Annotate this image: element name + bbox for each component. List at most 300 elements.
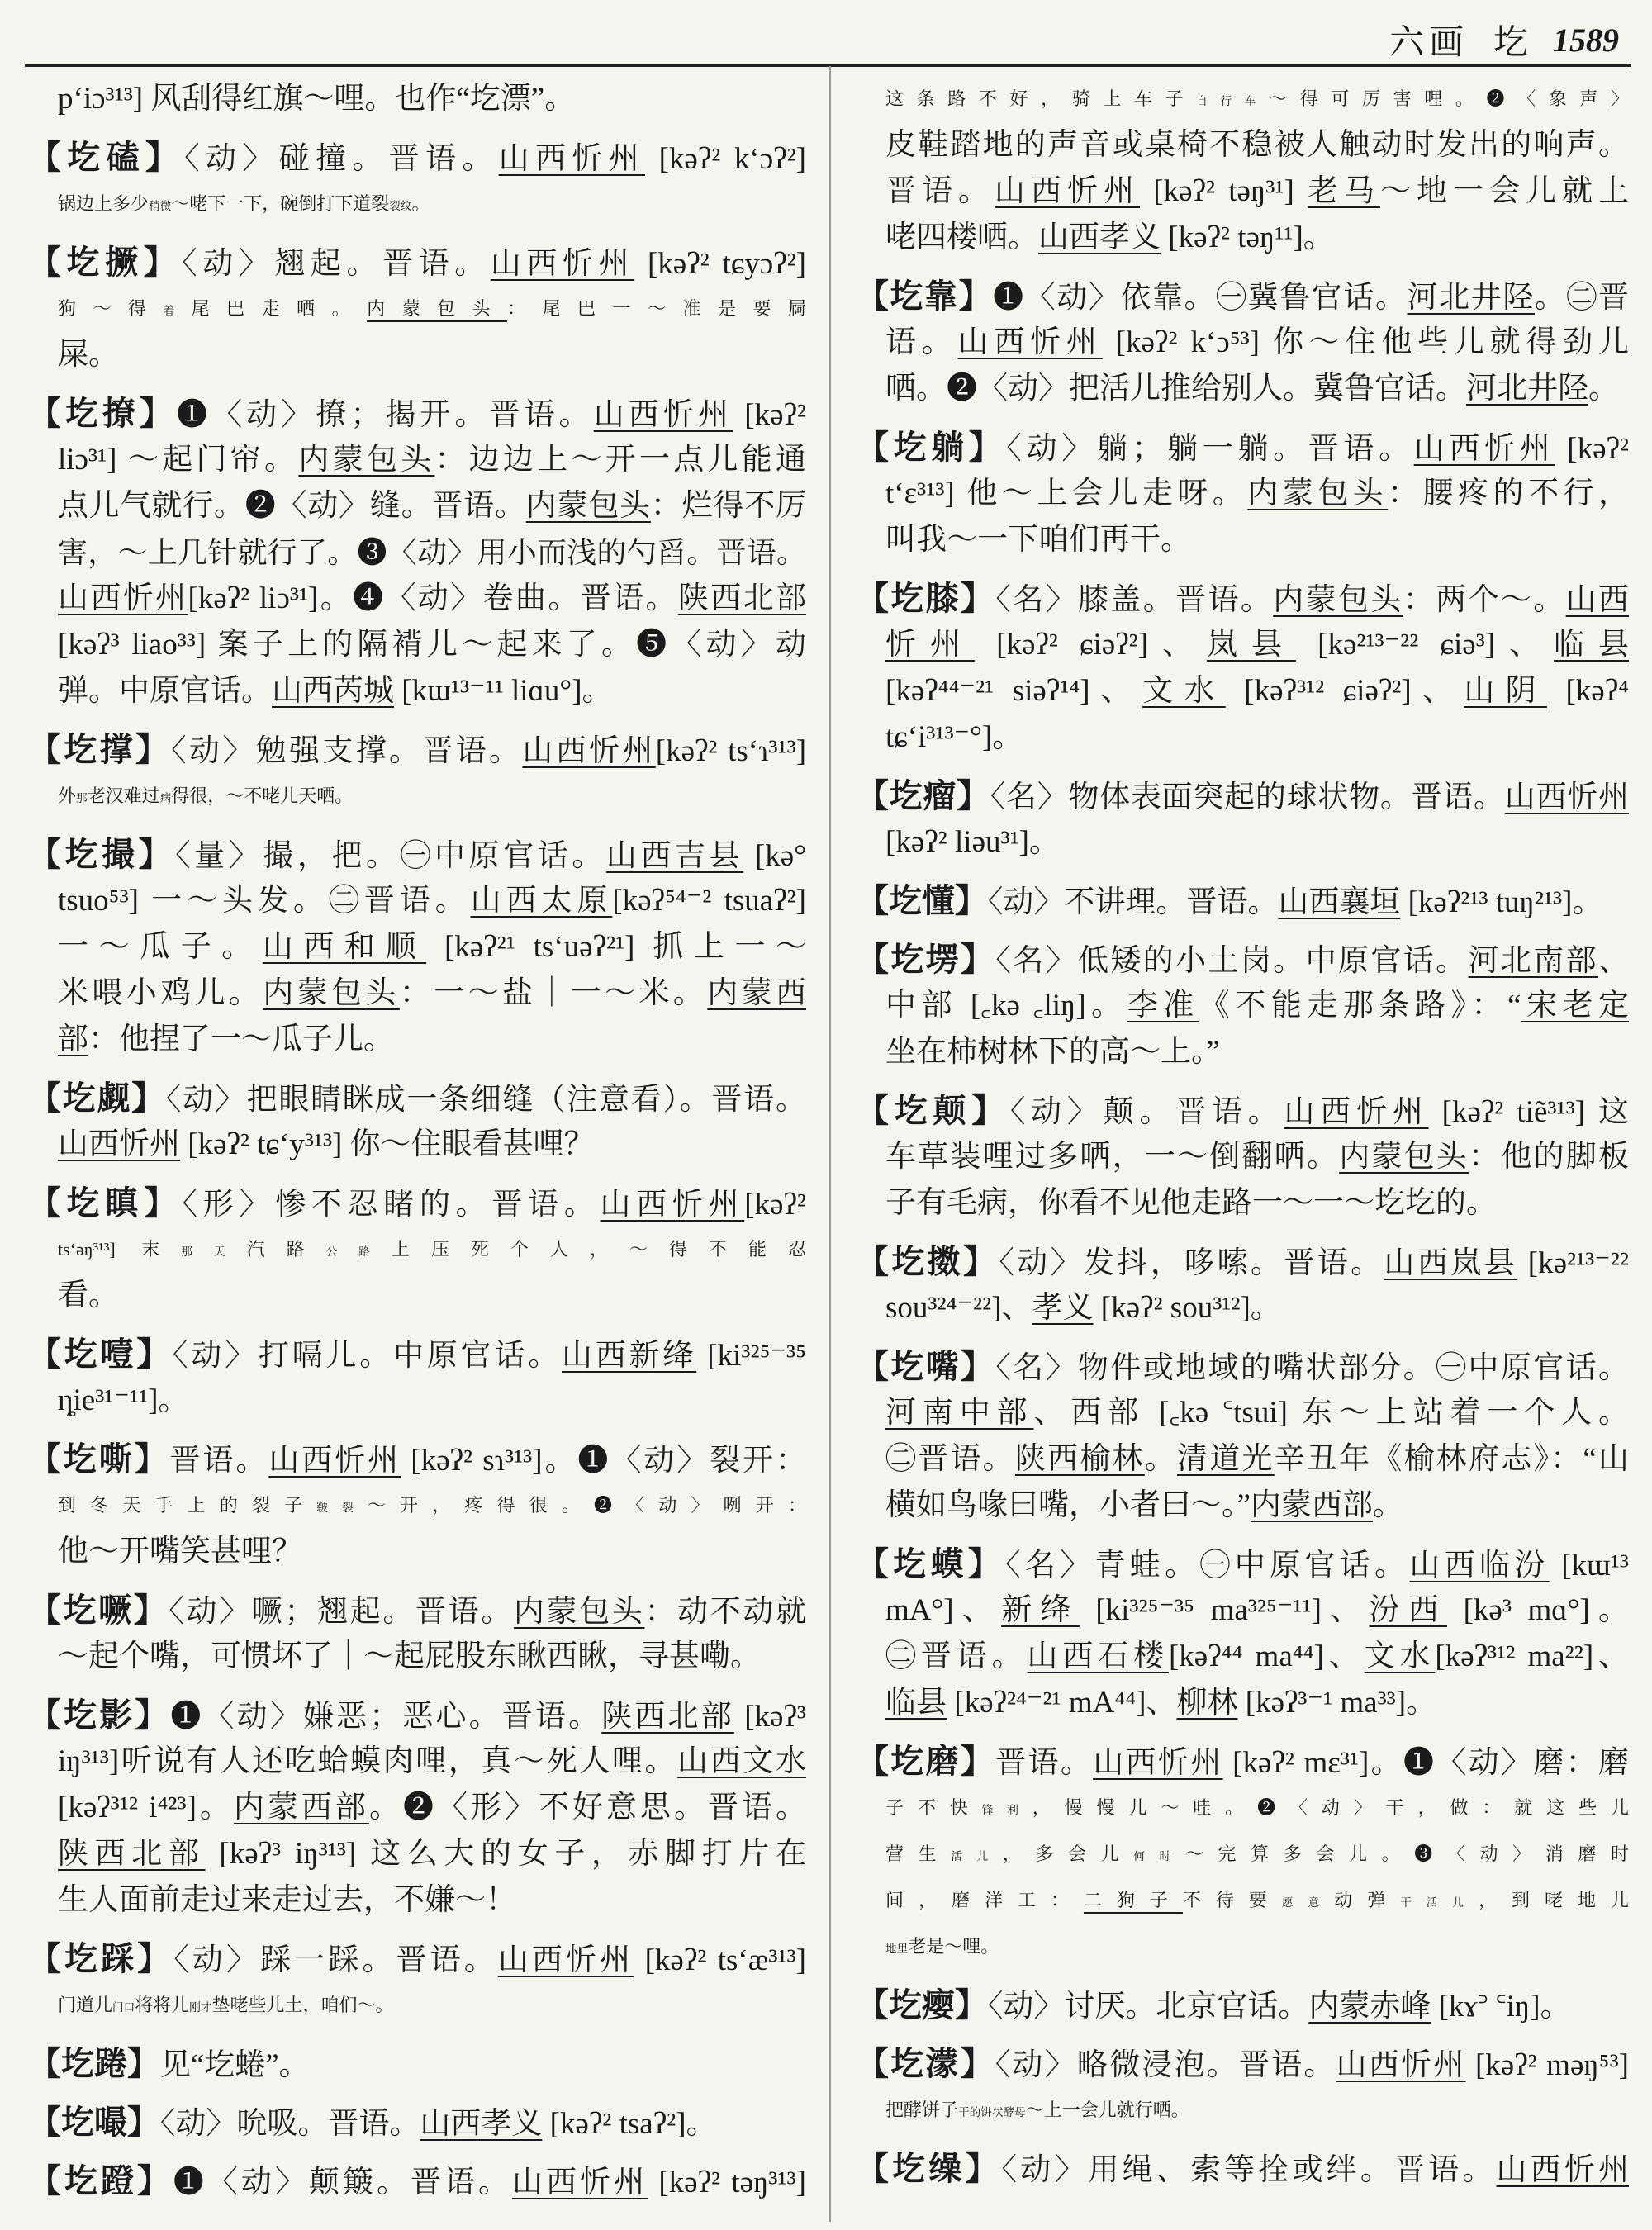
place-name: 山西忻州	[1336, 2048, 1466, 2082]
entry-line	[856, 1924, 1629, 1970]
place-name: 山西忻州	[1504, 780, 1629, 814]
headword: 【圪撑】	[28, 731, 172, 768]
text-run: 中部 [꜀kə ꜀liŋ]。	[885, 989, 1127, 1022]
place-name: 山西忻州	[1496, 2153, 1629, 2187]
entry-headline	[28, 1180, 806, 1226]
entry-headline	[856, 773, 1629, 819]
text-run: 皮鞋踏地的声音或桌椅不稳被人触动时发出的响声。	[885, 128, 1629, 162]
gloss: 锋利	[981, 1804, 1032, 1816]
headword: 【圪噘】	[28, 1592, 169, 1629]
place-name: 河北南部	[1468, 944, 1598, 978]
headword: 【圪觑】	[28, 1079, 166, 1117]
text-run: [kɯ¹³⁻¹¹ liɑu°]。	[394, 674, 613, 708]
gloss: 刚才	[189, 2001, 212, 2014]
text-run: tɕʻi³¹³⁻°]。	[885, 720, 1023, 754]
text-run: sou³²⁴⁻²²]、	[885, 1291, 1032, 1325]
text-run: [kəʔ²	[744, 1188, 806, 1222]
place-name: 山阴	[1464, 674, 1547, 708]
place-name: 岚县	[1206, 628, 1296, 662]
text-run: 〈动〉翘起。晋语。	[182, 247, 491, 281]
entry-line	[856, 517, 1629, 563]
gloss: 活儿	[951, 1850, 1003, 1862]
text-run: 〈动〉碰撞。晋语。	[184, 142, 499, 176]
place-name: 新绛	[1001, 1593, 1080, 1627]
place-name: 河南中部	[885, 1396, 1034, 1430]
entry-line	[856, 819, 1629, 866]
text-run: [kəʔ²¹ tsʻuəʔ²¹] 抓上一～	[426, 930, 806, 964]
entry-line	[28, 1785, 806, 1831]
text-run: 看。	[58, 1279, 119, 1312]
place-name: 内蒙赤峰	[1308, 1990, 1431, 2024]
entry-line	[28, 622, 806, 668]
entry-line	[28, 1017, 806, 1063]
headword: 【圪瘿】	[856, 1986, 988, 2024]
entry-line	[28, 1529, 806, 1575]
text-run: [kəʔ² tsʻæ³¹³]	[634, 1943, 806, 1977]
place-name: 忻州	[885, 628, 975, 662]
section-label: 六画	[1389, 24, 1469, 62]
place-name: 山西忻州	[512, 2166, 648, 2199]
place-name: 临县	[1554, 628, 1629, 662]
text-run: 〈动〉勉强支撑。晋语。	[171, 734, 523, 768]
entry-headline	[856, 1739, 1629, 1785]
text-run: [kəʔ² liɔ³¹]。❹〈动〉卷曲。晋语。	[188, 581, 678, 615]
place-name: 内蒙包头	[298, 443, 435, 477]
entry-line	[856, 320, 1629, 366]
entry-headline	[856, 1088, 1629, 1134]
headword: 【圪撅】	[28, 244, 183, 281]
gloss: 何时	[1133, 1850, 1185, 1862]
text-run: 〈动〉噘；翘起。晋语。	[169, 1595, 514, 1629]
entry-line	[856, 2087, 1629, 2133]
entry-headline	[28, 727, 806, 773]
place-name: 内蒙包头	[1339, 1140, 1469, 1174]
place-name: 山西忻州	[600, 1188, 745, 1222]
entry-line	[856, 1390, 1629, 1436]
text-run: 间，磨洋工：	[885, 1890, 1084, 1910]
text-run: 〈量〉撮，把。㊀中原官话。	[175, 839, 606, 873]
entry-line	[28, 437, 806, 483]
text-run: 。㊁晋	[1534, 281, 1629, 315]
text-run: 老汉难过	[87, 785, 160, 806]
text-run: [kə³ mɑ°]。	[1447, 1593, 1629, 1627]
text-run: 〈名〉物件或地域的嘴状部分。㊀中原官话。	[995, 1351, 1629, 1385]
text-run: ，到咾地儿	[1479, 1890, 1629, 1910]
text-run: 生人面前走过来走过去，不嫌～！	[58, 1883, 516, 1917]
text-run: 、西部 [꜀kə ꜂tsui] 东～上站着一个人。	[1033, 1396, 1629, 1430]
text-run: 。	[411, 193, 430, 214]
entry-headline	[28, 240, 806, 286]
entry-line	[28, 1831, 806, 1877]
place-name: 陕西榆林	[1014, 1442, 1145, 1476]
entry-headline	[28, 2100, 806, 2146]
headword: 【圪磨】	[856, 1743, 996, 1780]
text-run: mA°]、	[885, 1593, 1002, 1627]
place-name: 山西忻州	[957, 325, 1103, 359]
entry-line	[28, 332, 806, 378]
text-run: 《不能走那条路》：“	[1199, 989, 1521, 1022]
text-run: [kə°	[743, 839, 806, 873]
entry-headline	[856, 1239, 1629, 1285]
text-run: 车草装哩过多哂，一～倒翻哂。	[885, 1140, 1340, 1174]
text-run: [kəʔ²⁴⁻²¹ mA⁴⁴]、	[947, 1686, 1177, 1720]
entry-line	[856, 1029, 1629, 1075]
place-name: 山西孝义	[1038, 221, 1161, 254]
place-name: 山西忻州	[490, 247, 635, 281]
place-name: 内蒙包头	[263, 976, 400, 1010]
text-run: 〈动〉吮吸。晋语。	[159, 2107, 420, 2141]
text-run: [kəʔ² tɕyɔʔ²]	[634, 247, 806, 281]
headword: 【圪缲】	[856, 2150, 1002, 2187]
text-run: 门道儿	[58, 1995, 113, 2015]
headword: 【圪靠】	[856, 278, 994, 315]
text-run: 狗～得	[58, 298, 164, 319]
gloss: 干的饼状酵母	[958, 2106, 1026, 2118]
text-run: ，慢慢儿～哇。❷〈动〉干，做：就这些儿	[1032, 1797, 1629, 1818]
headword: 【圪塄】	[856, 941, 996, 978]
text-run: 见“圪蜷”。	[159, 2048, 310, 2082]
headword: 【圪磕】	[28, 139, 185, 176]
gloss: 病	[159, 792, 172, 804]
text-run: 得很，～不咾儿天哂。	[171, 785, 354, 806]
place-name: 内蒙包头	[525, 489, 651, 523]
headword: 【圪嘶】	[28, 1440, 170, 1478]
entry-line	[28, 1739, 806, 1785]
headword: 【圪蟆】	[856, 1545, 1006, 1582]
entry-line	[28, 1877, 806, 1924]
text-run: 〈动〉打嗝儿。中原官话。	[173, 1339, 563, 1373]
place-name: 山西忻州	[593, 398, 733, 432]
entry-headline	[28, 1436, 806, 1483]
text-run: [kəʔ² təŋ³¹³]	[648, 2166, 806, 2199]
text-run: 〈动〉把眼睛眯成一条细缝（注意看）。晋语。	[165, 1083, 806, 1117]
entry-line	[856, 1483, 1629, 1529]
headword: 【圪瞋】	[28, 1184, 183, 1222]
place-name: 山西	[1565, 583, 1629, 617]
entry-headline	[28, 1075, 806, 1122]
entry-line	[28, 1226, 806, 1273]
text-run: [kəʔ² sou³¹²]。	[1093, 1291, 1281, 1325]
text-run: [kəʔ³¹² ma²²]、	[1435, 1639, 1629, 1673]
place-name: 山西文水	[677, 1744, 806, 1778]
place-name: 山西忻州	[1093, 1746, 1223, 1780]
entry-headline	[28, 832, 806, 878]
headword: 【圪躺】	[856, 429, 1007, 466]
gloss: 门口	[112, 2001, 135, 2014]
right-column	[856, 76, 1629, 2192]
place-name: 山西石楼	[1027, 1639, 1169, 1673]
text-run: [kɤ꜄ ꜂iŋ]。	[1431, 1990, 1571, 2024]
place-name: 山西芮城	[272, 674, 394, 708]
text-run: 动弹	[1334, 1890, 1401, 1910]
text-run: 叫我～一下咱们再干。	[885, 523, 1191, 557]
place-name: 孝义	[1032, 1291, 1094, 1325]
place-name: 内蒙包头	[367, 298, 508, 319]
place-name: 山西忻州	[58, 1127, 180, 1161]
text-run: ，多会儿	[1002, 1843, 1134, 1864]
page-number: 1589	[1553, 21, 1619, 59]
entry-line	[28, 1378, 806, 1424]
text-run: ～开，疼得很。❷〈动〉咧开：	[367, 1495, 806, 1516]
gloss: 那	[76, 792, 88, 804]
entry-headline	[856, 425, 1629, 471]
text-run: 到冬天手上的裂子	[58, 1495, 317, 1516]
entry-line	[856, 122, 1629, 168]
text-run: 将将儿	[135, 1995, 190, 2015]
place-name: 临县	[885, 1686, 947, 1720]
text-run: 屎。	[58, 338, 119, 372]
place-name: 柳林	[1176, 1686, 1238, 1720]
entry-line	[856, 1134, 1629, 1180]
text-run: 〈动〉踩一踩。晋语。	[173, 1943, 498, 1977]
text-run: 汽路	[246, 1239, 326, 1260]
entry-line	[28, 878, 806, 924]
text-run: [kəʔ² tɕʻy³¹³] 你～住眼看甚哩？	[180, 1127, 595, 1161]
text-run: [kəʔ² təŋ³¹]	[1140, 174, 1308, 208]
entry-line	[28, 773, 806, 819]
entry-headline	[28, 1692, 806, 1739]
place-name: 部	[58, 1022, 88, 1056]
place-name: 老马	[1308, 174, 1381, 208]
place-name: 内蒙包头	[1273, 583, 1403, 617]
text-run: liɔ³¹] ～起门帘。	[58, 443, 299, 477]
text-run: 营生	[885, 1843, 952, 1864]
entry-line	[28, 483, 806, 529]
place-name: 二狗子	[1083, 1890, 1183, 1910]
text-run: 〈动〉略微浸泡。晋语。	[995, 2048, 1336, 2082]
text-run: ❶〈动〉嫌恶；恶心。晋语。	[170, 1700, 602, 1734]
headword: 【圪蹬】	[28, 2162, 173, 2199]
entry-line	[856, 1877, 1629, 1924]
text-run: [kə²¹³⁻²²	[1517, 1246, 1629, 1280]
entry-headline	[28, 2158, 806, 2204]
text-run: 把酵饼子	[885, 2100, 959, 2120]
entry-headline	[28, 391, 806, 437]
text-run: [kəʔ⁴⁴ ma⁴⁴]、	[1168, 1639, 1365, 1673]
text-run: 害，～上几针就行了。❸〈动〉用小而浅的勺舀。晋语。	[58, 536, 806, 569]
place-name: 山西和顺	[262, 930, 427, 964]
text-run: 。❷〈形〉不好意思。晋语。	[368, 1791, 806, 1824]
text-run: ～完算多会儿。❸〈动〉消磨时	[1184, 1843, 1629, 1864]
text-run: tsʻəŋ³¹³] 末	[58, 1239, 182, 1260]
entry-line	[856, 668, 1629, 714]
text-run: 弹。中原官话。	[58, 674, 272, 708]
text-run: 不待要	[1182, 1890, 1282, 1910]
text-run: [kəʔ⁵⁴⁻² tsuaʔ²]	[612, 884, 806, 918]
text-run: 晋语。	[995, 1746, 1094, 1780]
entry-line	[856, 1587, 1629, 1634]
text-run: 子不快	[885, 1797, 982, 1818]
text-run: ：腰疼的不行，	[1388, 477, 1629, 510]
text-run: 〈动〉讨厌。北京官话。	[987, 1990, 1309, 2024]
entry-headline	[28, 1936, 806, 1982]
entry-line	[856, 76, 1629, 122]
entry-headline	[856, 878, 1629, 924]
text-run: 、	[1598, 944, 1629, 978]
entry-line	[856, 168, 1629, 215]
place-name: 山西忻州	[1413, 432, 1555, 466]
text-run: 咾四楼哂。	[885, 221, 1038, 254]
text-run: ：两个～。	[1403, 583, 1566, 617]
text-run: 子有毛病，你看不见他走路一～一～圪圪的。	[885, 1186, 1497, 1220]
text-run: ㊁晋语。	[885, 1639, 1028, 1673]
text-run: 尾巴走哂。	[191, 298, 368, 319]
text-run: 〈名〉物体表面突起的球状物。晋语。	[990, 780, 1505, 814]
place-name: 河北井陉	[1466, 372, 1588, 406]
entry-line	[856, 1436, 1629, 1483]
place-name: 内蒙包头	[1247, 477, 1389, 510]
place-name: 文水	[1142, 674, 1226, 708]
entry-headline	[28, 1587, 806, 1634]
entry-headline	[856, 1982, 1629, 2028]
place-name: 内蒙西部	[233, 1791, 369, 1824]
text-run: [kəʔ² kʻɔ⁵³] 你～住他些儿就得劲儿	[1102, 325, 1629, 359]
text-run: 〈动〉用绳、索等拴或绊。晋语。	[1001, 2153, 1497, 2187]
gloss: 裂纹	[389, 200, 412, 212]
place-name: 山西忻州	[58, 581, 188, 615]
text-run: 一～瓜子。	[58, 930, 263, 964]
text-run: 锅边上多少	[58, 193, 150, 214]
text-run: ：尾巴一～准是要屙	[507, 298, 806, 319]
text-run: tsuo⁵³] 一～头发。㊁晋语。	[58, 884, 471, 918]
headword: 【圪懂】	[856, 882, 988, 919]
entry-line	[28, 576, 806, 622]
entry-headline	[856, 937, 1629, 983]
text-run: [kɯ¹³	[1549, 1549, 1629, 1582]
text-run: [ki³²⁵⁻³⁵ ma³²⁵⁻¹¹]、	[1079, 1593, 1370, 1627]
headword: 【圪噎】	[28, 1336, 173, 1373]
text-run: [ki³²⁵⁻³⁵	[696, 1339, 806, 1373]
place-name: 山西忻州	[522, 734, 656, 768]
text-run: ～地一会儿就上	[1380, 174, 1629, 208]
headword: 【圪嘬】	[28, 2104, 160, 2141]
entry-line	[28, 1273, 806, 1319]
text-run: ❶〈动〉颠簸。晋语。	[173, 2166, 513, 2199]
text-run: 哂。❷〈动〉把活儿推给别人。冀鲁官话。	[885, 372, 1466, 406]
entry-line	[856, 1634, 1629, 1680]
text-run: tʻɛ³¹³] 他～上会儿走呀。	[885, 477, 1248, 510]
entry-line	[856, 983, 1629, 1029]
text-run: [kəʔ³⁻¹ ma³³]。	[1237, 1686, 1437, 1720]
place-name: 山西忻州	[1284, 1095, 1429, 1129]
gloss: 皲裂	[316, 1502, 368, 1514]
text-run: 。	[1372, 1488, 1403, 1522]
entry-line	[28, 668, 806, 714]
place-name: 山西忻州	[498, 142, 645, 176]
place-name: 内蒙包头	[513, 1595, 645, 1629]
text-run: 老是～哩。	[908, 1936, 999, 1957]
text-run: ～咾下一下，碗倒打下道裂	[171, 193, 390, 214]
text-run: [kəʔ² ɕiəʔ²]、	[974, 628, 1207, 662]
text-run: [kəʔ³ iŋ³¹³] 这么大的女子，赤脚打片在	[205, 1837, 806, 1871]
entry-line	[856, 622, 1629, 668]
place-name: 文水	[1364, 1639, 1436, 1673]
left-column	[28, 76, 806, 2204]
text-run: 晋语。	[169, 1444, 269, 1478]
text-run: 他～开嘴笑甚哩？	[58, 1535, 302, 1568]
text-run: 〈动〉颠。晋语。	[1009, 1095, 1284, 1129]
text-run: [kəʔ²	[1555, 432, 1629, 466]
place-name: 山西襄垣	[1278, 885, 1401, 919]
gloss: 自行车	[1196, 95, 1270, 107]
text-run: [kəʔ² kʻɔʔ²]	[645, 142, 806, 176]
text-run: [kəʔ³ liao³³] 案子上的隔褙儿～起来了。❺〈动〉动	[58, 628, 806, 662]
headword: 【圪膝】	[856, 580, 996, 617]
place-name: 河北井陉	[1407, 281, 1535, 315]
place-name: 宋老定	[1521, 989, 1629, 1022]
gloss: 着	[163, 305, 192, 317]
text-run: 〈动〉躺；躺一躺。晋语。	[1006, 432, 1414, 466]
text-run: ：一～盐｜一～米。	[399, 976, 708, 1010]
entry-headline	[28, 135, 806, 181]
entry-headline	[28, 1331, 806, 1378]
entry-headline	[856, 273, 1629, 320]
running-header	[1322, 15, 1619, 64]
text-run: iŋ³¹³]听说有人还吃蛤蟆肉哩，真～死人哩。	[58, 1744, 678, 1778]
entry-line	[856, 366, 1629, 412]
text-run: [kəʔ² mɛ³¹]。❶〈动〉磨：磨	[1222, 1746, 1629, 1780]
place-name: 山西临汾	[1409, 1549, 1550, 1582]
text-run: ：他捏了一～瓜子儿。	[88, 1022, 394, 1056]
place-name: 陕西北部	[601, 1700, 734, 1734]
place-name: 山西忻州	[497, 1943, 634, 1977]
text-run: ：动不动就	[644, 1595, 806, 1629]
entry-line	[28, 1483, 806, 1529]
text-run: 外	[58, 785, 77, 806]
entry-line	[856, 1285, 1629, 1331]
text-run: ❶〈动〉撩；揭开。晋语。	[177, 398, 594, 432]
text-run: 〈名〉膝盖。晋语。	[995, 583, 1274, 617]
entry-line	[856, 1180, 1629, 1226]
headword: 【圪踡】	[28, 2045, 160, 2082]
gloss: 愿意	[1281, 1896, 1335, 1909]
place-name: 内蒙西部	[1250, 1488, 1373, 1522]
entry-line	[28, 76, 806, 122]
entry-line	[856, 1831, 1629, 1877]
text-run: ～起个嘴，可惯坏了｜～起屁股东瞅西瞅，寻甚嘞。	[58, 1639, 761, 1673]
headword: 【圪瘤】	[856, 777, 990, 814]
headword: 【圪影】	[28, 1696, 171, 1734]
text-run: 〈形〉惨不忍睹的。晋语。	[182, 1188, 601, 1222]
place-name: 山西岚县	[1384, 1246, 1518, 1280]
text-run: pʻiɔ³¹³] 风刮得红旗～哩。也作“圪漂”。	[58, 82, 576, 116]
headword: 【圪踩】	[28, 1940, 174, 1977]
headword: 【圪嘴】	[856, 1348, 996, 1385]
gloss: 公路	[325, 1245, 392, 1258]
text-run: 〈动〉不讲理。晋语。	[987, 885, 1279, 919]
entry-headline	[28, 2041, 806, 2087]
text-run: ȵie³¹⁻¹¹]。	[58, 1383, 189, 1417]
text-run: ～上一会儿就行哂。	[1025, 2100, 1189, 2120]
text-run: 上压死个人，～得不能忍	[391, 1239, 806, 1260]
text-run: ：边边上～开一点儿能通	[434, 443, 806, 477]
entry-headline	[856, 2146, 1629, 2192]
text-run: [kəʔ⁴⁴⁻²¹ siəʔ¹⁴]、	[885, 674, 1143, 708]
text-run: [kəʔ² tiẽ³¹³] 这	[1428, 1095, 1629, 1129]
text-run: 辛丑年《榆林府志》：“山	[1274, 1442, 1629, 1476]
text-run: [kəʔ² liəu³¹]。	[885, 825, 1060, 859]
text-run: ：烂得不厉	[650, 489, 806, 523]
entry-headline	[856, 1344, 1629, 1390]
column-divider	[829, 66, 831, 2222]
place-name: 清道光	[1177, 1442, 1275, 1476]
text-run: 〈名〉青蛙。㊀中原官话。	[1005, 1549, 1410, 1582]
text-run: [kəʔ³	[733, 1700, 806, 1734]
entry-line	[28, 181, 806, 227]
headword: 【圪撮】	[28, 836, 176, 873]
entry-line	[856, 714, 1629, 761]
headword: 【圪撩】	[28, 395, 178, 432]
